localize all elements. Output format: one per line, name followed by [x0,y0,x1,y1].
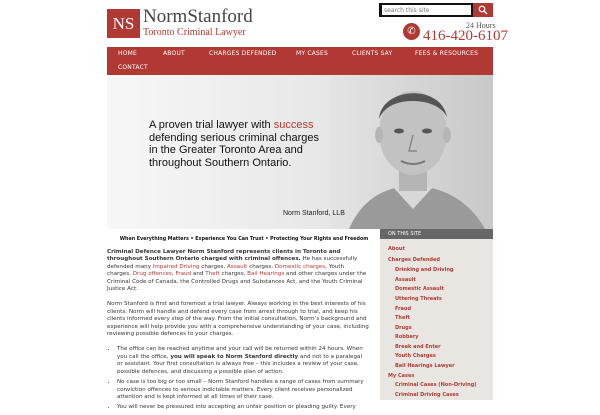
list-item: • No case is too big or too small – Norm Stanford handles a range of cases from summary conviction offences to serious indictable matters. Every client receives personalized attention and is kept informed at all times of their case. [117,379,369,401]
nav-clients-say[interactable]: CLIENTS SAY [352,50,393,57]
link-drug-offences[interactable]: Drug offences [132,271,172,278]
phone-number[interactable]: 416-420-6107 [423,28,508,44]
intro-text: charges, [247,263,275,270]
intro-paragraph [107,249,369,293]
sidebar-link-drugs[interactable]: Drugs [395,325,412,331]
sidebar-link-my-cases[interactable]: My Cases [388,373,415,379]
link-impaired-driving[interactable]: Impaired Driving [152,263,200,270]
sidebar-link-domestic-assault[interactable]: Domestic Assault [395,286,444,292]
sidebar-link-driving-cases[interactable]: Criminal Driving Cases [395,392,459,398]
nav-my-cases[interactable]: MY CASES [296,50,329,57]
intro-text: , Youth charges, [107,263,345,278]
intro-text: charges, [219,271,248,278]
hero-signature: Norm Stanford, LLB [283,210,345,217]
intro-text: and [191,271,206,278]
list-text: and not to a paralegal or assistant. Your first consultation is always free – this includes a review of your case, possible defences, and discussing a possible plan of action. [117,353,363,375]
sidebar-link-robbery[interactable]: Robbery [395,334,419,340]
sidebar-link-theft[interactable]: Theft [395,315,410,321]
intro-text: He has successfully defended many [107,256,358,270]
intro-lead: Criminal Defence Lawyer Norm Stanford represents clients in Toronto and throughout Southern Ontario charged with criminal offences. [107,249,341,263]
sidebar-link-drinking-driving[interactable]: Drinking and Driving [395,267,454,273]
hero-headline-accent: success [273,119,314,131]
logo-name[interactable]: NormStanford [143,6,253,27]
benefits-list [107,346,369,411]
nav-charges-defended[interactable]: CHARGES DEFENDED [209,50,277,57]
list-item [117,346,369,376]
link-domestic-charges[interactable]: Domestic charges [274,263,326,270]
tagline-strip: When Everything Matters • Experience You Can Trust • Protecting Your Rights and Freedom [119,237,369,242]
hero-banner [107,75,493,229]
search-icon [478,5,488,15]
hero-headline-post: defending serious criminal charges in the Greater Toronto Area and throughout Southern Ontario. [149,131,319,169]
trial-lawyer-paragraph: Norm Stanford is first and foremost a trial lawyer. Always working in the best interests of his clients, Norm will handle and defend every case from arrest through to trial, and keep his clients informed every step of the way. From the initial consultation, Norm’s background and experience will help provide you with a comprehensive understanding of your case, including reviewing possible defences to your charges. [107,301,369,338]
main-content [107,249,369,415]
intro-text: and other charges under the Criminal Code of Canada, the Controlled Drugs and Substances Act, and the Youth Criminal Justice Act. [107,271,367,293]
sidebar-link-criminal-cases[interactable]: Criminal Cases (Non-Driving) [395,382,477,388]
intro-text: charges, [199,263,227,270]
sidebar-link-uttering-threats[interactable]: Uttering Threats [395,296,442,302]
nav-home[interactable]: HOME [118,50,138,57]
sidebar-link-youth-charges[interactable]: Youth Charges [395,353,436,359]
sidebar-link-bail-hearings[interactable]: Bail Hearings Lawyer [395,363,455,369]
sidebar-link-charges-defended[interactable]: Charges Defended [388,257,440,263]
intro-text: , [171,271,176,278]
main-nav [107,47,493,75]
nav-contact[interactable]: CONTACT [118,64,148,71]
sidebar-link-about[interactable]: About [388,246,405,252]
hero-headline-pre: A proven trial lawyer with [149,119,274,131]
sidebar [380,239,493,400]
logo-mark[interactable]: NS [107,9,140,38]
link-bail-hearings[interactable]: Bail Hearings [247,271,285,278]
sidebar-heading-text: ON THIS SITE [388,231,422,237]
link-fraud[interactable]: Fraud [175,271,192,278]
phone-icon: ✆ [403,23,420,40]
list-item: • You will never be pressured into accepting an unfair position or pleading guilty. Every [117,404,369,411]
sidebar-link-break-enter[interactable]: Break and Enter [395,344,441,350]
sidebar-heading [380,229,493,239]
sidebar-link-fraud[interactable]: Fraud [395,306,412,312]
list-emphasis: you will speak to Norm Stanford directly [170,353,299,360]
link-assault[interactable]: Assault [226,263,248,270]
search-input[interactable] [382,5,471,15]
nav-fees-resources[interactable]: FEES & RESOURCES [415,50,479,57]
search-button[interactable] [473,3,493,17]
list-text: The office can be reached anytime and your call will be returned within 24 hours. When you call the office, [117,346,363,360]
logo-tagline: Toronto Criminal Lawyer [143,27,246,38]
hero-headline [149,119,329,169]
phone-hours: 24 Hours [466,21,496,30]
nav-about[interactable]: ABOUT [163,50,185,57]
lawyer-portrait [329,75,493,229]
link-theft[interactable]: Theft [205,271,220,278]
sidebar-link-assault[interactable]: Assault [395,277,416,283]
search-bar [379,3,493,17]
